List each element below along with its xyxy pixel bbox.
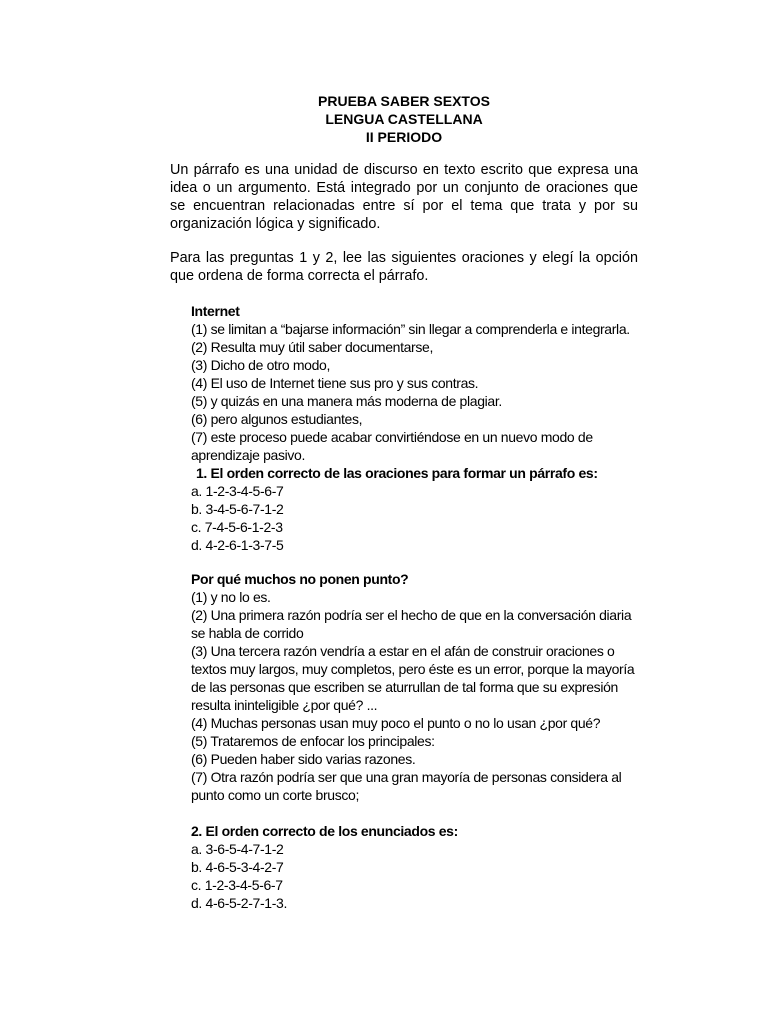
sentence-line: (3) Dicho de otro modo, bbox=[191, 357, 331, 373]
answer-option: a. 1-2-3-4-5-6-7 bbox=[191, 483, 284, 499]
sentence-line: (3) Una tercera razón vendría a estar en el afán de construir oraciones o bbox=[191, 643, 615, 659]
header-period: II PERIODO bbox=[365, 129, 443, 145]
sentence-line: (6) pero algunos estudiantes, bbox=[191, 411, 363, 427]
header-subject: LENGUA CASTELLANA bbox=[325, 111, 483, 127]
section-title: Internet bbox=[191, 303, 240, 319]
sentence-line: (6) Pueden haber sido varias razones. bbox=[191, 751, 416, 767]
question-2: 2. El orden correcto de los enunciados es: bbox=[191, 823, 458, 839]
sentence-line: aprendizaje pasivo. bbox=[191, 447, 305, 463]
sentence-line: (1) se limitan a “bajarse información” sin llegar a comprenderla e integrarla. bbox=[191, 321, 630, 337]
sentence-line: textos muy largos, muy completos, pero éste es un error, porque la mayoría bbox=[191, 661, 635, 677]
sentence-line: (5) Trataremos de enfocar los principales: bbox=[191, 733, 435, 749]
sentence-line: (4) El uso de Internet tiene sus pro y sus contras. bbox=[191, 375, 479, 391]
answer-option: d. 4-6-5-2-7-1-3. bbox=[191, 895, 287, 911]
sentence-line: se habla de corrido bbox=[191, 625, 304, 641]
section-title: Por qué muchos no ponen punto? bbox=[191, 571, 409, 587]
answer-option: c. 1-2-3-4-5-6-7 bbox=[191, 877, 283, 893]
sentence-line: (7) este proceso puede acabar convirtiéndose en un nuevo modo de bbox=[191, 429, 593, 445]
answer-option: b. 4-6-5-3-4-2-7 bbox=[191, 859, 284, 875]
instructions-paragraph: Para las preguntas 1 y 2, lee las siguientes oraciones y elegí la opción que ordena de forma correcta el párrafo. bbox=[170, 250, 638, 284]
sentence-line: punto como un corte brusco; bbox=[191, 787, 359, 803]
intro-paragraph: Un párrafo es una unidad de discurso en texto escrito que expresa una idea o un argumento. Está integrado por un conjunto de oraciones que se encuentran relacionadas entre sí por el tema que trata y por su organización lógica y significado. bbox=[170, 162, 638, 232]
sentence-line: (4) Muchas personas usan muy poco el punto o no lo usan ¿por qué? bbox=[191, 715, 601, 731]
document-header bbox=[170, 92, 638, 146]
spacer bbox=[191, 804, 671, 822]
answer-option: b. 3-4-5-6-7-1-2 bbox=[191, 501, 284, 517]
sentence-line: (1) y no lo es. bbox=[191, 589, 271, 605]
answer-option: c. 7-4-5-6-1-2-3 bbox=[191, 519, 283, 535]
sentence-line: (7) Otra razón podría ser que una gran mayoría de personas considera al bbox=[191, 769, 622, 785]
header-title: PRUEBA SABER SEXTOS bbox=[318, 93, 490, 109]
question-1: 1. El orden correcto de las oraciones para formar un párrafo es: bbox=[196, 465, 598, 481]
section-punto bbox=[191, 570, 671, 912]
sentence-line: (2) Resulta muy útil saber documentarse, bbox=[191, 339, 433, 355]
answer-option: d. 4-2-6-1-3-7-5 bbox=[191, 537, 284, 553]
sentence-line: (2) Una primera razón podría ser el hecho de que en la conversación diaria bbox=[191, 607, 632, 623]
sentence-line: (5) y quizás en una manera más moderna de plagiar. bbox=[191, 393, 502, 409]
sentence-line: de las personas que escriben se aturrullan de tal forma que su expresión bbox=[191, 679, 618, 695]
section-internet bbox=[191, 302, 671, 554]
sentence-line: resulta ininteligible ¿por qué? ... bbox=[191, 697, 378, 713]
answer-option: a. 3-6-5-4-7-1-2 bbox=[191, 841, 284, 857]
